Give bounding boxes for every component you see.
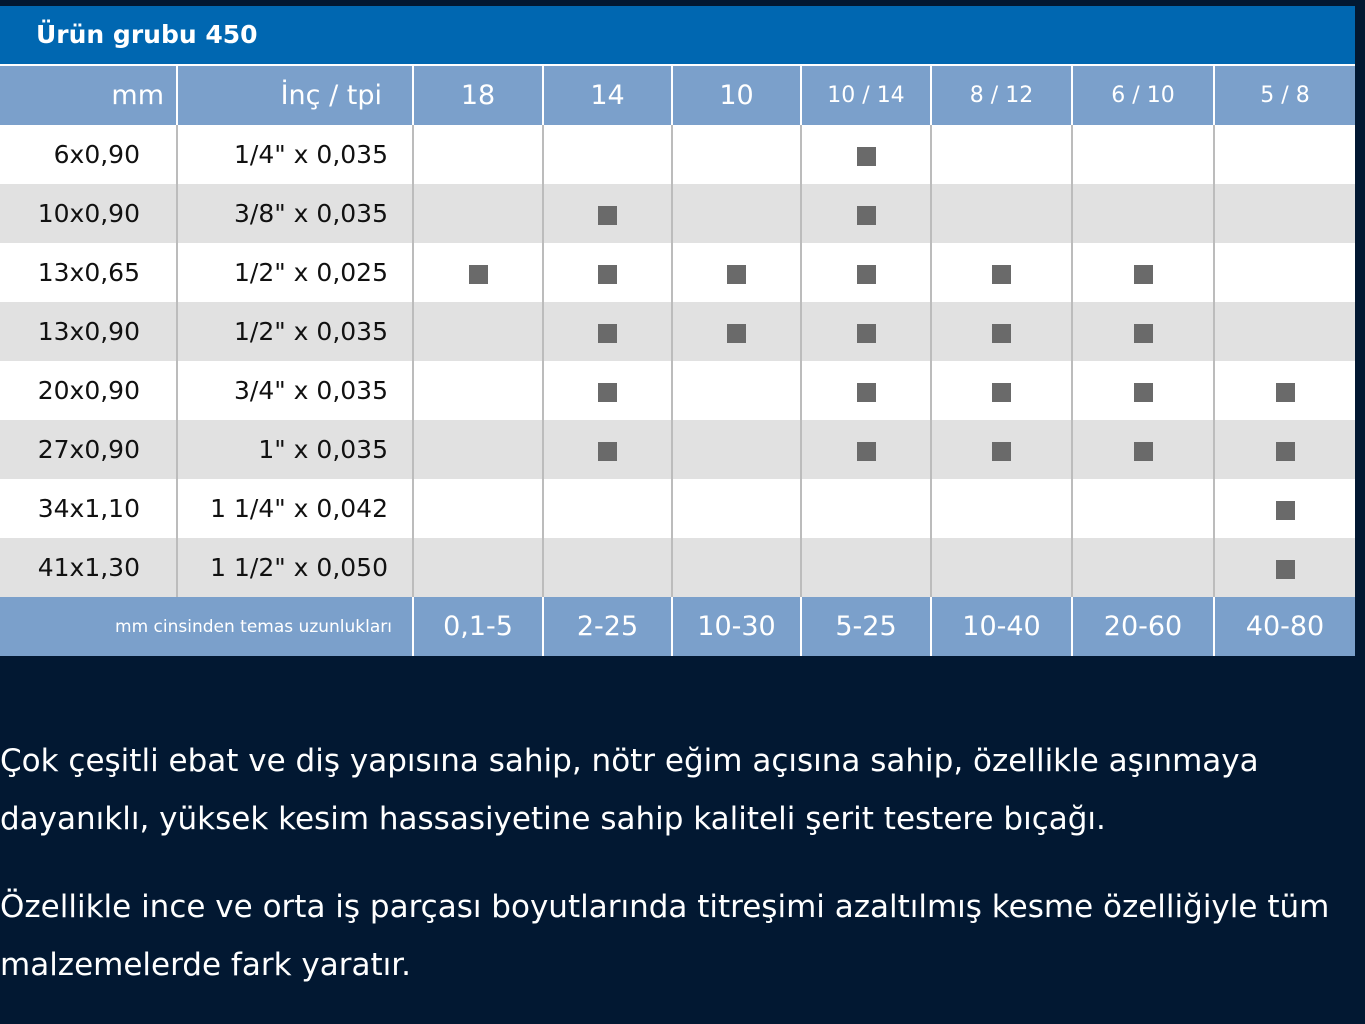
- tpi-availability-cell: [931, 243, 1072, 302]
- table-row: [0, 420, 1355, 479]
- header-tpi: 10: [672, 65, 801, 125]
- available-marker-icon: [598, 442, 617, 461]
- tpi-availability-cell: [543, 184, 672, 243]
- description-paragraph: Çok çeşitli ebat ve diş yapısına sahip, nötr eğim açısına sahip, özellikle aşınmaya dayanıklı, yüksek kesim hassasiyetine sahip kaliteli şerit testere bıçağı.: [0, 743, 1259, 837]
- tpi-availability-cell: [413, 302, 543, 361]
- available-marker-icon: [992, 383, 1011, 402]
- header-tpi: 14: [543, 65, 672, 125]
- tpi-availability-cell: [413, 125, 543, 184]
- tpi-availability-cell: [672, 125, 801, 184]
- tpi-availability-cell: [672, 302, 801, 361]
- available-marker-icon: [598, 265, 617, 284]
- available-marker-icon: [727, 324, 746, 343]
- available-marker-icon: [857, 324, 876, 343]
- tpi-availability-cell: [413, 361, 543, 420]
- tpi-availability-cell: [931, 184, 1072, 243]
- table-row: [0, 302, 1355, 361]
- size-inch-cell: 3/4" x 0,035: [177, 361, 413, 420]
- tpi-availability-cell: [413, 479, 543, 538]
- available-marker-icon: [727, 265, 746, 284]
- available-marker-icon: [1276, 383, 1295, 402]
- tpi-availability-cell: [931, 420, 1072, 479]
- available-marker-icon: [1134, 442, 1153, 461]
- contact-length-value: 10-30: [672, 597, 801, 656]
- available-marker-icon: [598, 383, 617, 402]
- tpi-availability-cell: [1072, 420, 1214, 479]
- tpi-availability-cell: [543, 361, 672, 420]
- tpi-availability-cell: [801, 302, 931, 361]
- tpi-availability-cell: [1072, 479, 1214, 538]
- tpi-availability-cell: [931, 302, 1072, 361]
- size-inch-cell: 3/8" x 0,035: [177, 184, 413, 243]
- tpi-availability-cell: [413, 243, 543, 302]
- tpi-availability-cell: [672, 479, 801, 538]
- tpi-availability-cell: [1214, 361, 1355, 420]
- available-marker-icon: [1276, 560, 1295, 579]
- available-marker-icon: [598, 324, 617, 343]
- tpi-availability-cell: [1072, 302, 1214, 361]
- size-mm-cell: 27x0,90: [0, 420, 177, 479]
- header-mm: mm: [0, 65, 177, 125]
- tpi-availability-cell: [931, 361, 1072, 420]
- tpi-availability-cell: [543, 125, 672, 184]
- tpi-availability-cell: [413, 420, 543, 479]
- available-marker-icon: [857, 442, 876, 461]
- available-marker-icon: [1134, 265, 1153, 284]
- tpi-availability-cell: [801, 538, 931, 597]
- table-row: [0, 538, 1355, 597]
- tpi-availability-cell: [543, 302, 672, 361]
- tpi-availability-cell: [1214, 479, 1355, 538]
- tpi-availability-cell: [672, 243, 801, 302]
- tpi-availability-cell: [801, 184, 931, 243]
- tpi-availability-cell: [801, 479, 931, 538]
- tpi-availability-cell: [543, 538, 672, 597]
- table-row: [0, 125, 1355, 184]
- tpi-availability-cell: [672, 420, 801, 479]
- tpi-availability-cell: [543, 243, 672, 302]
- size-mm-cell: 20x0,90: [0, 361, 177, 420]
- contact-length-value: 40-80: [1214, 597, 1355, 656]
- spec-table: [0, 64, 1355, 656]
- available-marker-icon: [857, 206, 876, 225]
- tpi-availability-cell: [1214, 302, 1355, 361]
- header-tpi: 5 / 8: [1214, 65, 1355, 125]
- tpi-availability-cell: [801, 420, 931, 479]
- tpi-availability-cell: [801, 361, 931, 420]
- size-inch-cell: 1/2" x 0,025: [177, 243, 413, 302]
- size-mm-cell: 10x0,90: [0, 184, 177, 243]
- tpi-availability-cell: [543, 420, 672, 479]
- tpi-availability-cell: [1072, 361, 1214, 420]
- tpi-availability-cell: [1072, 243, 1214, 302]
- description-paragraph: Özellikle ince ve orta iş parçası boyutlarında titreşimi azaltılmış kesme özelliğiyle tüm malzemelerde fark yaratır.: [0, 889, 1330, 983]
- contact-length-value: 2-25: [543, 597, 672, 656]
- size-inch-cell: 1" x 0,035: [177, 420, 413, 479]
- tpi-availability-cell: [543, 479, 672, 538]
- tpi-availability-cell: [1214, 243, 1355, 302]
- available-marker-icon: [857, 265, 876, 284]
- contact-length-value: 0,1-5: [413, 597, 543, 656]
- tpi-availability-cell: [672, 538, 801, 597]
- size-mm-cell: 34x1,10: [0, 479, 177, 538]
- description: [0, 732, 1360, 1024]
- tpi-availability-cell: [1214, 125, 1355, 184]
- tpi-availability-cell: [1072, 184, 1214, 243]
- available-marker-icon: [857, 383, 876, 402]
- tpi-availability-cell: [931, 538, 1072, 597]
- table-row: [0, 243, 1355, 302]
- tpi-availability-cell: [801, 243, 931, 302]
- table-row: [0, 361, 1355, 420]
- available-marker-icon: [1134, 324, 1153, 343]
- size-mm-cell: 41x1,30: [0, 538, 177, 597]
- available-marker-icon: [1276, 442, 1295, 461]
- header-row: [0, 65, 1355, 125]
- size-mm-cell: 6x0,90: [0, 125, 177, 184]
- tpi-availability-cell: [672, 361, 801, 420]
- tpi-availability-cell: [1214, 420, 1355, 479]
- size-inch-cell: 1/2" x 0,035: [177, 302, 413, 361]
- available-marker-icon: [992, 265, 1011, 284]
- available-marker-icon: [469, 265, 488, 284]
- header-inch-tpi: İnç / tpi: [177, 65, 413, 125]
- product-group-title: Ürün grubu 450: [0, 6, 1355, 64]
- available-marker-icon: [1134, 383, 1153, 402]
- tpi-availability-cell: [413, 538, 543, 597]
- tpi-availability-cell: [1072, 125, 1214, 184]
- contact-length-value: 5-25: [801, 597, 931, 656]
- tpi-availability-cell: [1214, 538, 1355, 597]
- header-tpi: 8 / 12: [931, 65, 1072, 125]
- tpi-availability-cell: [1072, 538, 1214, 597]
- available-marker-icon: [598, 206, 617, 225]
- size-inch-cell: 1 1/4" x 0,042: [177, 479, 413, 538]
- tpi-availability-cell: [931, 479, 1072, 538]
- tpi-availability-cell: [931, 125, 1072, 184]
- table-row: [0, 184, 1355, 243]
- table-row: [0, 479, 1355, 538]
- size-mm-cell: 13x0,65: [0, 243, 177, 302]
- available-marker-icon: [857, 147, 876, 166]
- header-tpi: 6 / 10: [1072, 65, 1214, 125]
- tpi-availability-cell: [1214, 184, 1355, 243]
- contact-length-value: 20-60: [1072, 597, 1214, 656]
- header-tpi: 18: [413, 65, 543, 125]
- size-inch-cell: 1/4" x 0,035: [177, 125, 413, 184]
- contact-length-row: [0, 597, 1355, 656]
- table-body: [0, 125, 1355, 597]
- contact-length-label: mm cinsinden temas uzunlukları: [0, 597, 413, 656]
- available-marker-icon: [992, 324, 1011, 343]
- size-mm-cell: 13x0,90: [0, 302, 177, 361]
- tpi-availability-cell: [672, 184, 801, 243]
- tpi-availability-cell: [801, 125, 931, 184]
- contact-length-value: 10-40: [931, 597, 1072, 656]
- header-tpi: 10 / 14: [801, 65, 931, 125]
- tpi-availability-cell: [413, 184, 543, 243]
- available-marker-icon: [992, 442, 1011, 461]
- size-inch-cell: 1 1/2" x 0,050: [177, 538, 413, 597]
- available-marker-icon: [1276, 501, 1295, 520]
